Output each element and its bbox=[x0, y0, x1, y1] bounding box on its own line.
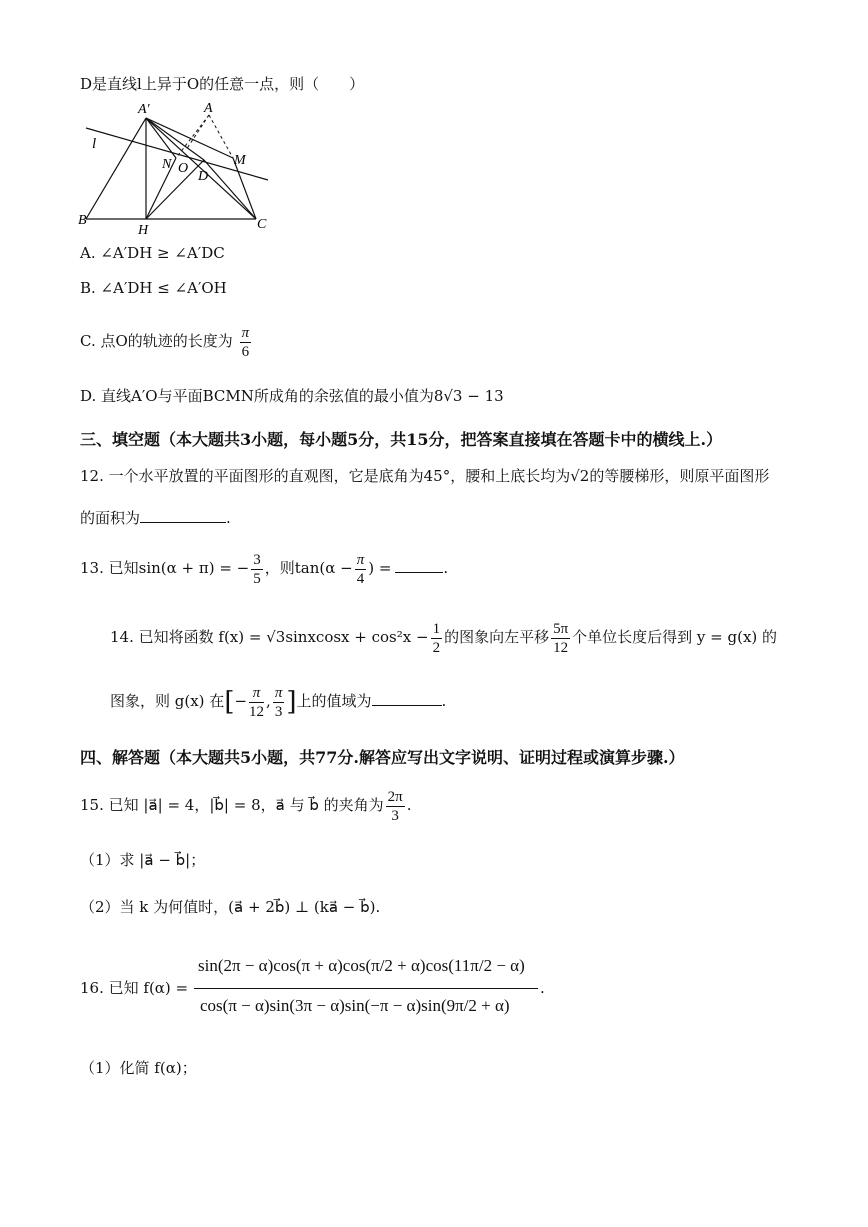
q16-denominator: cos(π − α)sin(3π − α)sin(−π − α)sin(9π/2 + α) bbox=[200, 996, 510, 1015]
q15-prefix: 15. 已知 |a⃗| = 4，|b⃗| = 8，a⃗ 与 b⃗ 的夹角为 bbox=[80, 796, 384, 814]
q15-subquestion-1: （1）求 |a⃗ − b⃗|； bbox=[80, 851, 206, 869]
q11-option-a: A. ∠A′DH ≥ ∠A′DC bbox=[80, 244, 225, 262]
q11-stem: D是直线l上异于O的任意一点，则（ ） bbox=[80, 75, 365, 93]
q16-period: . bbox=[540, 979, 545, 997]
q12-answer-blank[interactable] bbox=[140, 508, 226, 523]
q13-prefix: 13. 已知sin(α + π) = − bbox=[80, 559, 250, 577]
label-a: A bbox=[204, 101, 213, 116]
q14-interval-fraction-b: $\frac{\pi}{3}$ bbox=[274, 684, 283, 720]
q15-fraction: $\frac{2\pi}{3}$ bbox=[387, 788, 403, 824]
q11-figure bbox=[76, 100, 276, 235]
label-h: H bbox=[138, 223, 149, 235]
label-a-prime: A′ bbox=[138, 102, 150, 117]
q16-numerator: sin(2π − α)cos(π + α)cos(π/2 + α)cos(11π/2 − α) bbox=[198, 956, 525, 975]
label-b: B bbox=[78, 213, 87, 228]
q11-option-b: B. ∠A′DH ≤ ∠A′OH bbox=[80, 279, 227, 297]
q14-line-2: 图象，则 g(x) 在[− $\frac{\pi}{12}$ , $\frac{\pi}{3}$ ]上的值域为 . bbox=[110, 684, 447, 720]
q14-line-2-suffix: 上的值域为 bbox=[296, 692, 372, 710]
q14-line-1 bbox=[110, 614, 777, 660]
q13-suffix: ) = bbox=[368, 559, 392, 577]
section-4-heading: 四、解答题（本大题共5小题，共77分.解答应写出文字说明、证明过程或演算步骤.） bbox=[80, 748, 685, 767]
q13: 13. 已知sin(α + π) = − $\frac{3}{5}$ ，则tan(α − $\frac{\pi}{4}$ ) = . bbox=[80, 551, 449, 587]
q14-line-2-prefix: 图象，则 g(x) 在 bbox=[110, 692, 225, 710]
label-o: O bbox=[178, 161, 189, 176]
q14-fraction-2: $\frac{5\pi}{12}$ bbox=[553, 620, 569, 656]
q16-subquestion-1: （1）化简 f(α)； bbox=[80, 1059, 197, 1077]
q16-prefix: 16. 已知 f(α) = bbox=[80, 979, 189, 997]
section-3-heading: 三、填空题（本大题共3小题，每小题5分，共15分，把答案直接填在答题卡中的横线上.） bbox=[80, 430, 723, 449]
q11-option-c bbox=[80, 318, 253, 364]
q14-interval-fraction-a: $\frac{\pi}{12}$ bbox=[249, 684, 265, 720]
q14-mid: 的图象向左平移 bbox=[444, 628, 550, 646]
q14-prefix: 14. 已知将函数 f(x) = √3sinxcosx + cos²x − bbox=[110, 628, 429, 646]
label-m: M bbox=[234, 153, 246, 168]
q16-fraction-bar bbox=[194, 988, 538, 989]
q12-line-2: 的面积为 . bbox=[80, 509, 231, 527]
q14-fraction-1: $\frac{1}{2}$ bbox=[432, 620, 441, 656]
q11-option-c-text: C. 点O的轨迹的长度为 bbox=[80, 332, 233, 350]
q12-line-2-text: 的面积为 bbox=[80, 509, 141, 527]
q15-subquestion-2: （2）当 k 为何值时，(a⃗ + 2b⃗) ⊥ (ka⃗ − b⃗). bbox=[80, 898, 381, 916]
q11-option-d: D. 直线A′O与平面BCMN所成角的余弦值的最小值为8√3 − 13 bbox=[80, 387, 504, 405]
q15-stem: 15. 已知 |a⃗| = 4，|b⃗| = 8，a⃗ 与 b⃗ 的夹角为 $\frac{2\pi}{3}$ . bbox=[80, 788, 412, 824]
q12-line-1: 12. 一个水平放置的平面图形的直观图，它是底角为45°，腰和上底长均为√2的等腰梯形，则原平面图形 bbox=[80, 467, 770, 485]
q11-option-c-fraction: $\frac{\pi}{6}$ bbox=[241, 324, 250, 360]
q13-fraction-1: $\frac{3}{5}$ bbox=[253, 551, 261, 587]
q13-mid: ，则tan(α − bbox=[264, 559, 353, 577]
q14-suffix: 个单位长度后得到 y = g(x) 的 bbox=[572, 628, 778, 646]
label-n: N bbox=[162, 157, 172, 172]
label-l: l bbox=[92, 136, 97, 152]
label-d: D bbox=[198, 169, 209, 184]
label-c: C bbox=[257, 217, 267, 232]
q14-answer-blank[interactable] bbox=[372, 691, 442, 706]
q13-answer-blank[interactable] bbox=[395, 558, 443, 573]
q13-fraction-2: $\frac{\pi}{4}$ bbox=[356, 551, 365, 587]
